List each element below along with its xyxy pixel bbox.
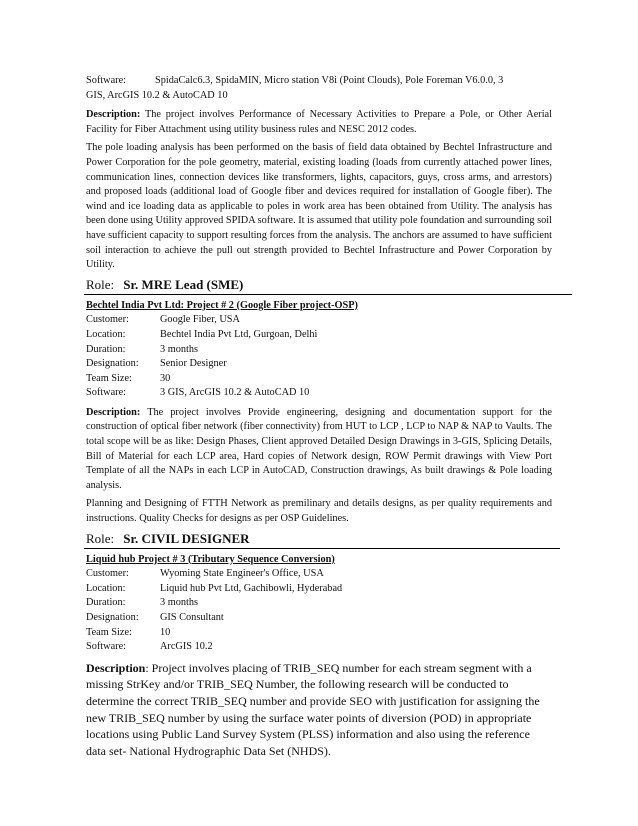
- role-title: Sr. CIVIL DESIGNER: [123, 530, 250, 546]
- detail-label: Duration:: [86, 597, 126, 609]
- detail-row: [86, 357, 552, 372]
- project2-heading: Bechtel India Pvt Ltd: Project # 2 (Google Fiber project-OSP): [86, 299, 358, 311]
- project3-description: Description: Project involves placing of TRIB_SEQ number for each stream segment with a missing StrKey and/or TRIB_SEQ Number, the following research will be conducted to determine the correct TRIB_SEQ number and provide SEO with justification for assigning the new TRIB_SEQ number by using the surface water points of diversion (POD) in appropriate locations using Public Land Survey System (PLSS) information and also using the reference data set- National Hydrographic Data Set (NHDS).: [86, 660, 540, 758]
- description-label: Description: [86, 660, 146, 675]
- detail-label: Software:: [86, 387, 127, 399]
- description-label: Description:: [86, 406, 141, 418]
- detail-value: Senior Designer: [160, 358, 227, 370]
- detail-label: Designation:: [86, 612, 139, 623]
- resume-page: [86, 74, 552, 759]
- detail-row: [86, 567, 552, 582]
- software-line: [86, 74, 552, 103]
- detail-label: Customer:: [86, 314, 129, 326]
- detail-row: [86, 626, 552, 641]
- detail-label: Location:: [86, 582, 126, 594]
- detail-label: Duration:: [86, 343, 126, 355]
- role-title: Sr. MRE Lead (SME): [123, 276, 244, 292]
- detail-value: 10: [160, 626, 171, 638]
- role-heading-1: [86, 276, 552, 293]
- detail-label: Team Size:: [86, 372, 132, 384]
- detail-label: Location:: [86, 328, 126, 340]
- detail-value: 3 months: [160, 343, 199, 355]
- detail-row: [86, 313, 552, 328]
- detail-row: [86, 611, 552, 626]
- project3-heading: Liquid hub Project # 3 (Tributary Sequence Conversion): [86, 553, 335, 565]
- section-divider: [84, 548, 560, 549]
- detail-row: [86, 328, 552, 343]
- detail-row: [86, 596, 552, 611]
- section-divider: [84, 294, 572, 295]
- project2-details: [86, 313, 552, 401]
- detail-value: 3 months: [160, 597, 199, 609]
- detail-value: GIS Consultant: [160, 612, 224, 623]
- detail-value: ArcGIS 10.2: [160, 641, 213, 653]
- pole-loading-paragraph: The pole loading analysis has been performed on the basis of field data obtained by Bechtel Infrastructure and Power Corporation for the pole geometry, material, existing loading (loads from currently attached power lines, communication lines, connection devices like transformers, lights, capacitors, guys, cross arms, and arrestors) and proposed loads (additional load of Google fiber and devices required for installation of Google fiber). The wind and ice loading data as applicable to poles in work area has been obtained from Utility. The analysis has been done using Utility approved SPIDA software. It is assumed that utility pole foundation and surrounding soil have sufficient capacity to support resulting forces from the analysis. The anchors are assumed to have sufficient soil interaction to achieve the pull out strength provided to Bechtel Infrastructure and Power Corporation by Utility.: [86, 142, 552, 271]
- detail-value: Google Fiber, USA: [160, 314, 240, 326]
- detail-row: [86, 582, 552, 597]
- detail-row: [86, 386, 552, 401]
- role-label: Role:: [86, 530, 115, 546]
- detail-row: [86, 372, 552, 387]
- software-label: Software:: [86, 75, 127, 86]
- detail-value: 3 GIS, ArcGIS 10.2 & AutoCAD 10: [160, 387, 310, 399]
- project1-description: Description: The project involves Performance of Necessary Activities to Prepare a Pole, or Other Aerial Facility for Fiber Attachment using utility business rules and NESC 2012 codes.: [86, 109, 552, 135]
- project2-description: Description: The project involves Provide engineering, designing and documentation support for the construction of optical fiber network (fiber connectivity) from HUT to LCP , LCP to NAP & NAP to Vaults. The total scope will be as like: Design Phases, Client approved Detailed Design Drawings in 3-GIS, Splicing Details, Bill of Material for each LCP area, Hard copies of Network design, ROW Permit drawings with View Port Template of all the NAPs in each LCP in AutoCAD, Construction drawings, As built drawings & Pole loading analysis.: [86, 406, 552, 491]
- detail-label: Designation:: [86, 358, 139, 370]
- software-value-cont: GIS, ArcGIS 10.2 & AutoCAD 10: [86, 89, 228, 101]
- role-label: Role:: [86, 276, 115, 292]
- software-value: SpidaCalc6.3, SpidaMIN, Micro station V8i (Point Clouds), Pole Foreman V6.0.0, 3: [155, 75, 504, 86]
- detail-value: Wyoming State Engineer's Office, USA: [160, 568, 324, 580]
- detail-value: Liquid hub Pvt Ltd, Gachibowli, Hyderabad: [160, 582, 343, 594]
- detail-value: 30: [160, 372, 171, 384]
- ftth-paragraph: Planning and Designing of FTTH Network as premilinary and details designs, as per quality requirements and instructions. Quality Checks for designs as per OSP Guidelines.: [86, 498, 552, 525]
- detail-row: [86, 343, 552, 358]
- detail-label: Team Size:: [86, 626, 132, 638]
- description-label: Description:: [86, 109, 141, 121]
- project3-details: [86, 567, 552, 655]
- detail-label: Customer:: [86, 568, 129, 580]
- role-heading-2: [86, 530, 552, 547]
- detail-value: Bechtel India Pvt Ltd, Gurgoan, Delhi: [160, 328, 318, 340]
- detail-label: Software:: [86, 641, 127, 653]
- detail-row: [86, 640, 552, 655]
